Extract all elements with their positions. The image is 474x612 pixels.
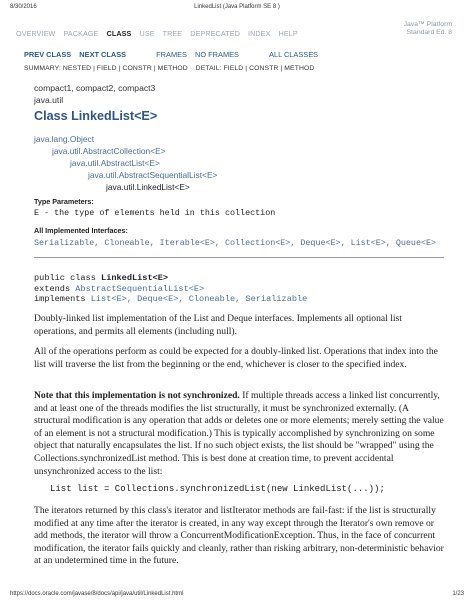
no-frames-link[interactable]: NO FRAMES [195, 50, 239, 59]
platform-label [404, 21, 452, 37]
description-paragraph-4: The iterators returned by this class's iterator and listIterator methods are fail-fast: if the list is structurally modified at any time after the iterator is created, in any way except through the Iterator's own remove or add methods, the iterator will throw a ConcurrentModificationException. Thus, in the face of concurrent modification, the iterator fails quickly and cleanly, rather than risking arbitrary, non-deterministic behavior at an undetermined time in the future. [34, 505, 444, 567]
nav-help[interactable]: HELP [278, 29, 298, 38]
summary-detail-line[interactable]: SUMMARY: NESTED | FIELD | CONSTR | METHOD DETAIL: FIELD | CONSTR | METHOD [24, 65, 315, 72]
next-class-link[interactable]: NEXT CLASS [79, 50, 127, 59]
interfaces-heading: All Implemented Interfaces: [34, 226, 128, 235]
hierarchy-abstract-list[interactable]: java.util.AbstractList<E> [70, 158, 160, 168]
hierarchy-abstract-sequential-list[interactable]: java.util.AbstractSequentialList<E> [88, 170, 218, 180]
type-parameters-heading: Type Parameters: [34, 197, 94, 206]
hierarchy-object[interactable]: java.lang.Object [34, 134, 95, 144]
interfaces-list[interactable]: Serializable, Cloneable, Iterable<E>, Collection<E>, Deque<E>, List<E>, Queue<E> [34, 238, 437, 248]
hierarchy-abstract-collection[interactable]: java.util.AbstractCollection<E> [52, 146, 166, 156]
sync-note-bold: Note that this implementation is not synchronized. [34, 390, 240, 401]
class-declaration [34, 273, 307, 305]
frames-link[interactable]: FRAMES [156, 50, 187, 59]
nav-deprecated[interactable]: DEPRECATED [190, 29, 240, 38]
decl-extends: extends [34, 283, 76, 294]
section-divider [34, 257, 444, 258]
print-url: https://docs.oracle.com/javase/8/docs/api/java/util/LinkedList.html [10, 591, 184, 597]
code-example: List list = Collections.synchronizedList(new LinkedList(...)); [50, 484, 385, 494]
nav-tree[interactable]: TREE [162, 29, 183, 38]
description-paragraph-3 [34, 390, 444, 478]
compact-profiles: compact1, compact2, compact3 [34, 83, 156, 93]
decl-interfaces-links[interactable]: List<E>, Deque<E>, Cloneable, Serializable [90, 294, 308, 305]
page-title: Class LinkedList<E> [34, 109, 158, 123]
description-paragraph-1: Doubly-linked list implementation of the List and Deque interfaces. Implements all optional list operations, and permits all elements (including null). [34, 313, 402, 337]
nav-class[interactable]: CLASS [106, 29, 132, 38]
sync-note-text: If multiple threads access a linked list concurrently, and at least one of the threads modifies the list structurally, it must be synchronized externally. (A structural modification is any operation that adds or deletes one or more elements; merely setting the value of an element is not a structural modification.) This is typically accomplished by synchronizing on some object that naturally encapsulates the list. If no such object exists, the list should be "wrapped" using the Collections.synchronizedList method. This is best done at creation time, to prevent accidental unsynchronized access to the list: [34, 390, 444, 477]
sub-navigation [24, 50, 324, 59]
all-classes-link[interactable]: ALL CLASSES [269, 50, 319, 59]
decl-modifiers: public class [34, 273, 102, 283]
nav-index[interactable]: INDEX [248, 29, 271, 38]
prev-class-link[interactable]: PREV CLASS [24, 50, 72, 59]
package-name: java.util [34, 95, 64, 105]
print-date: 8/30/2016 [10, 4, 37, 10]
type-parameters-text: E - the type of elements held in this collection [34, 208, 276, 218]
nav-package[interactable]: PACKAGE [63, 29, 99, 38]
nav-use[interactable]: USE [139, 29, 155, 38]
print-page-number: 1/23 [452, 591, 464, 597]
decl-class-name: LinkedList<E> [101, 273, 169, 283]
nav-overview[interactable]: OVERVIEW [16, 29, 56, 38]
top-navigation [16, 29, 304, 38]
platform-line-2: Standard Ed. 8 [406, 29, 452, 36]
decl-superclass-link[interactable]: AbstractSequentialList<E> [75, 283, 205, 294]
decl-implements: implements [34, 294, 91, 305]
print-page-title: LinkedList (Java Platform SE 8 ) [194, 4, 280, 10]
description-paragraph-2: All of the operations perform as could be expected for a doubly-linked list. Operations that index into the list will traverse the list from the beginning or the end, whichever is closer to the specified index. [34, 346, 438, 370]
hierarchy-linked-list: java.util.LinkedList<E> [106, 182, 190, 192]
platform-line-1: Java™ Platform [403, 21, 452, 28]
